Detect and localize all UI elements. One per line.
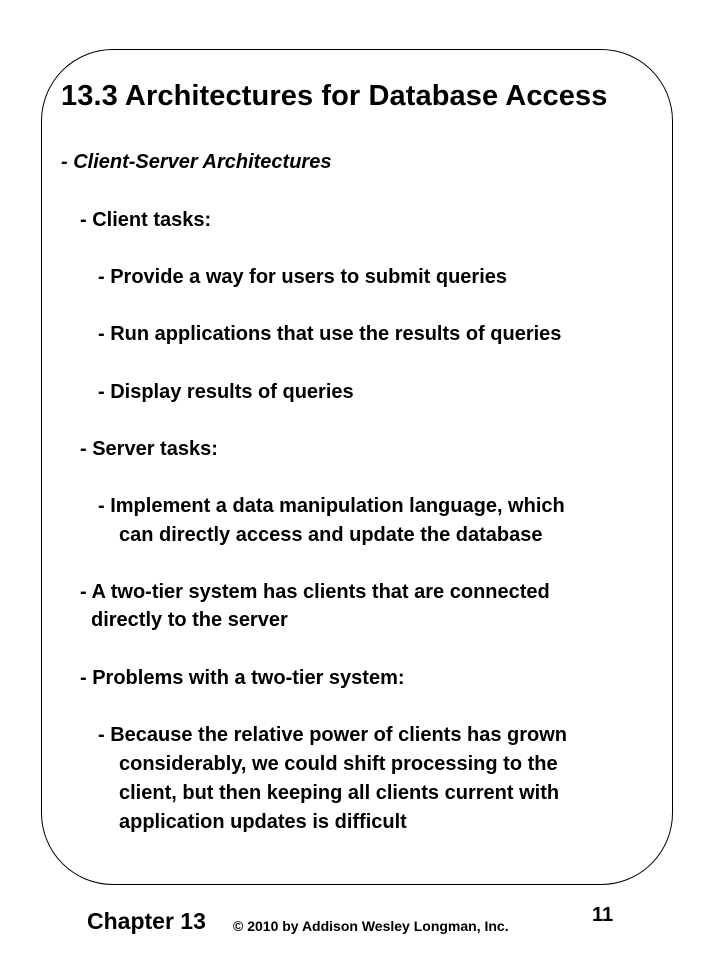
bullet-server-task-1: - Implement a data manipulation language, which: [98, 495, 565, 517]
bullet-client-task-3: - Display results of queries: [98, 381, 354, 403]
bullet-problem-1: - Because the relative power of clients has grown: [98, 724, 568, 746]
footer-chapter: Chapter 13: [87, 908, 206, 934]
slide-title: 13.3 Architectures for Database Access: [61, 80, 608, 112]
section-heading: - Client-Server Architectures: [61, 151, 332, 173]
bullet-problem-1-cont-1: considerably, we could shift processing to the: [119, 753, 558, 775]
bullet-server-tasks: - Server tasks:: [80, 438, 218, 460]
bullet-server-task-1-cont: can directly access and update the database: [119, 524, 543, 546]
bullet-two-tier: - A two-tier system has clients that are connected: [80, 581, 550, 603]
footer-copyright: © 2010 by Addison Wesley Longman, Inc.: [233, 918, 509, 934]
bullet-client-tasks: - Client tasks:: [80, 209, 212, 231]
page-number: 11: [592, 904, 614, 926]
bullet-problems: - Problems with a two-tier system:: [80, 667, 405, 689]
bullet-problem-1-cont-2: client, but then keeping all clients current with: [119, 782, 560, 804]
bullet-client-task-1: - Provide a way for users to submit queries: [98, 266, 508, 288]
bullet-client-task-2: - Run applications that use the results of queries: [98, 323, 562, 345]
bullet-two-tier-cont: directly to the server: [91, 609, 288, 631]
bullet-problem-1-cont-3: application updates is difficult: [119, 811, 407, 833]
